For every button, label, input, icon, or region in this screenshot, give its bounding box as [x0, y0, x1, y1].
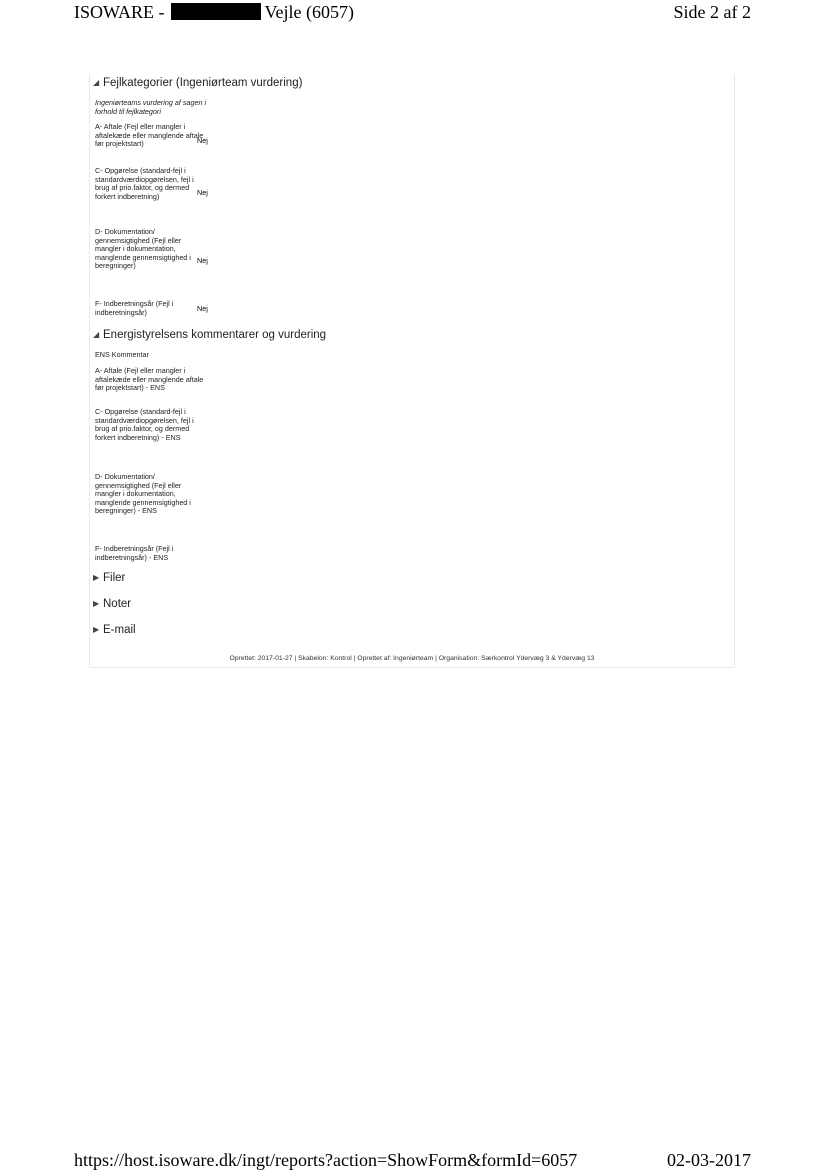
fejl-intro-label: Ingeniørteams vurdering af sagen i forhold til fejlkategori — [95, 98, 207, 116]
section-header-files[interactable] — [93, 571, 125, 585]
footer-url: https://host.isoware.dk/ingt/reports?action=ShowForm&formId=6057 — [74, 1150, 578, 1170]
collapsed-triangle-icon: ▶ — [93, 573, 100, 582]
collapsed-triangle-icon: ▶ — [93, 625, 100, 634]
section-title-fejlkategorier: Fejlkategorier (Ingeniørteam vurdering) — [103, 77, 303, 89]
section-header-fejlkategorier[interactable] — [93, 76, 302, 90]
fejl-row-d-value: Nej — [197, 256, 208, 265]
fejl-row-c-label: C- Opgørelse (standard-fejl i standardværdiopgørelsen, fejl i brug af prio.faktor, og dermed forkert indberetning) — [95, 166, 194, 201]
ens-intro-label: ENS Kommentar — [95, 350, 149, 359]
section-title-email: E-mail — [103, 624, 136, 636]
expanded-triangle-icon: ◢ — [93, 330, 100, 339]
fejl-row-f-value: Nej — [197, 304, 208, 313]
section-title-files: Filer — [103, 572, 126, 584]
ens-row-d-label: D- Dokumentation/ gennemsigtighed (Fejl eller mangler i dokumentation, manglende gennemsigtighed i beregninger) - ENS — [95, 472, 191, 516]
footer-date: 02-03-2017 — [667, 1150, 751, 1170]
ens-row-c-label: C- Opgørelse (standard-fejl i standardværdiopgørelsen, fejl i brug af prio.faktor, og dermed forkert indberetning) - ENS — [95, 407, 194, 442]
ens-row-f-label: F- Indberetningsår (Fejl i indberetningsår) - ENS — [95, 544, 174, 562]
redaction-bar — [171, 3, 261, 20]
fejl-row-f-label: F- Indberetningsår (Fejl i indberetningsår) — [95, 299, 174, 317]
ens-row-a-label: A- Aftale (Fejl eller mangler i aftalekæde eller manglende aftale før projektstart) - ENS — [95, 366, 204, 393]
collapsed-triangle-icon: ▶ — [93, 599, 100, 608]
fejl-row-a-value: Nej — [197, 136, 208, 145]
record-metadata: Oprettet: 2017-01-27 | Skabelon: Kontrol | Oprettet af: Ingeniørteam | Organisation: Særkontrol Ydervæg 3 & Ydervæg 13 — [229, 655, 595, 662]
fejl-row-a-label: A- Aftale (Fejl eller mangler i aftalekæde eller manglende aftale før projektstart) — [95, 122, 204, 149]
section-title-ens: Energistyrelsens kommentarer og vurdering — [103, 329, 327, 341]
header-title — [74, 2, 354, 22]
section-title-notes: Noter — [103, 598, 132, 610]
section-header-notes[interactable] — [93, 597, 131, 611]
page-number: Side 2 af 2 — [673, 2, 751, 22]
header-title-suffix: Vejle (6057) — [264, 2, 354, 22]
fejl-row-d-label: D- Dokumentation/ gennemsigtighed (Fejl eller mangler i dokumentation, manglende gennemsigtighed i beregninger) — [95, 227, 191, 271]
expanded-triangle-icon: ◢ — [93, 78, 100, 87]
header-title-prefix: ISOWARE - — [74, 2, 165, 22]
section-header-email[interactable] — [93, 623, 136, 637]
section-header-ens[interactable] — [93, 328, 326, 342]
fejl-row-c-value: Nej — [197, 188, 208, 197]
